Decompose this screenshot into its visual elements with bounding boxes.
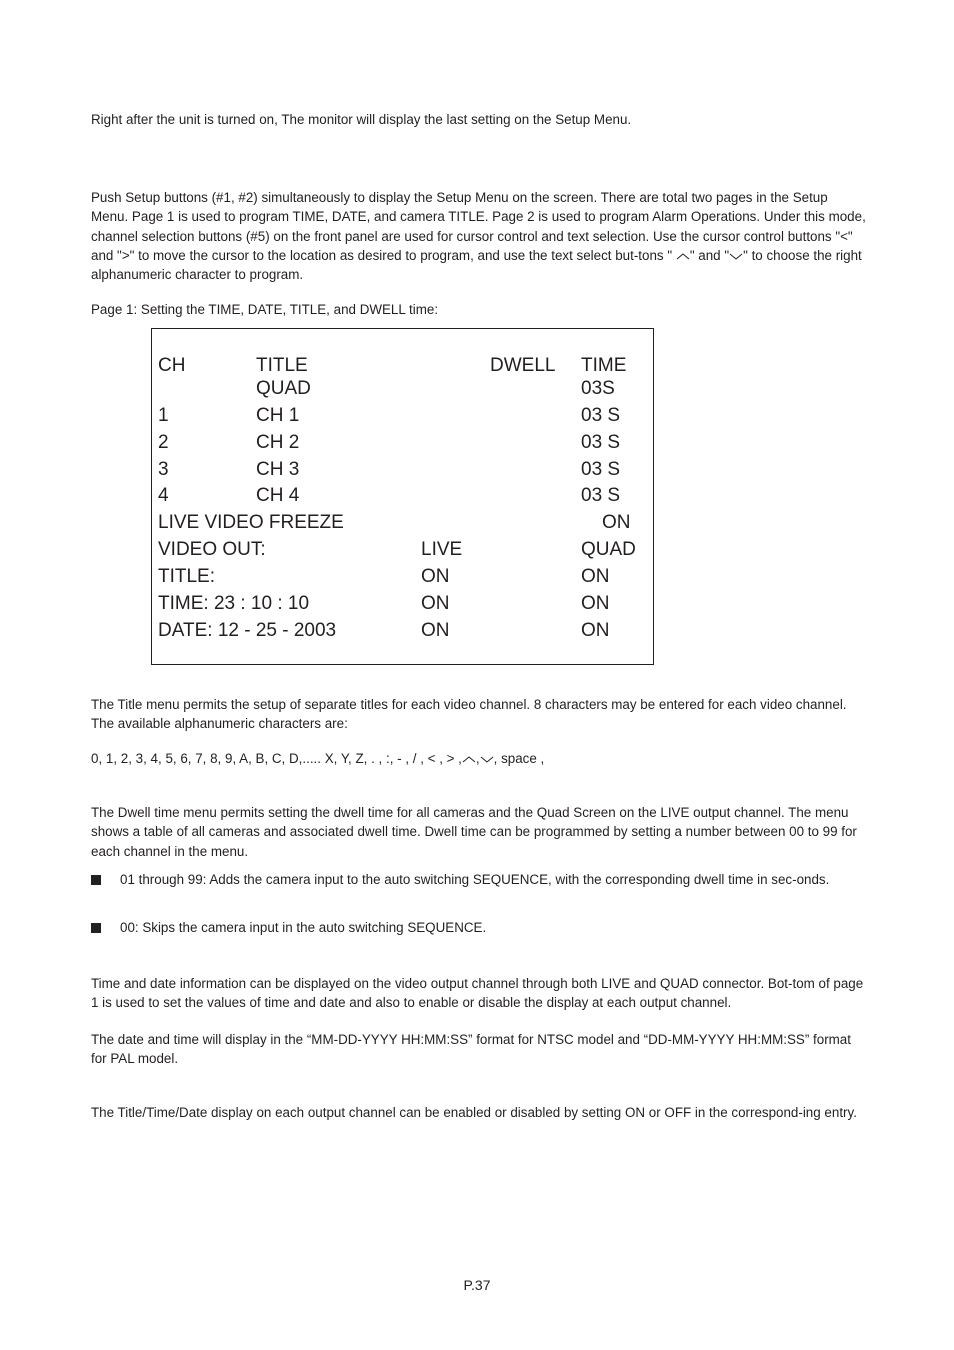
up-arrow-icon [676,252,690,260]
menu-freeze-row [152,510,653,536]
dwell-section-paragraph: The Dwell time menu permits setting the dwell time for all cameras and the Quad Screen on the LIVE output channel. The menu shows a table of all cameras and associated dwell time. Dwell time can be programmed by setting a number between 00 to 99 for each channel in the menu. [91,805,857,859]
header-ch: CH [158,355,186,376]
header-dwell: DWELL [490,355,556,376]
date-live: ON [421,620,450,641]
channel-title: CH 3 [256,459,300,480]
video-out-live: LIVE [421,539,463,560]
time-section-paragraph: Time and date information can be displayed on the video output channel through both LIVE and QUAD connector. Bot-tom of page 1 is used to set the values of time and date and also to enable or disable the display at each output channel. [91,976,864,1011]
down-arrow-icon [729,252,743,260]
title-live: ON [421,566,450,587]
dwell-bullet [91,870,866,889]
channel-number: 1 [158,405,169,426]
time-label: TIME: 23 : 10 : 10 [158,593,310,614]
title-section-paragraph: The Title menu permits the setup of separate titles for each video channel. 8 characters may be entered for each video channel. The available alphanumeric characters are: [91,697,847,732]
chars-text-c: , space , [493,751,545,766]
chars-text-a: 0, 1, 2, 3, 4, 5, 6, 7, 8, 9, A, B, C, D,..... X, Y, Z, . , :, - , / , < , > , [91,751,462,766]
setup-text-c: " to choose the right alphanumeric character to program. [91,247,862,283]
channel-time: 03 S [581,485,621,506]
bullet-square-icon [91,923,101,933]
menu-channel-row [152,457,653,483]
channel-title: CH 1 [256,405,300,426]
menu-title-row [152,564,653,590]
date-label: DATE: 12 - 25 - 2003 [158,620,337,641]
dwell-bullet [91,918,866,937]
channel-title: CH 2 [256,432,300,453]
setup-text-b: " and " [689,247,730,263]
bullet-square-icon [91,875,101,885]
quad-time: 03S [581,378,615,399]
menu-quad-row [152,376,653,402]
channel-time: 03 S [581,459,621,480]
quad-title: QUAD [256,378,311,399]
time-quad: ON [581,593,610,614]
channel-time: 03 S [581,432,621,453]
header-time: TIME [581,355,627,376]
channel-title: CH 4 [256,485,300,506]
time-live: ON [421,593,450,614]
menu-time-row [152,591,653,617]
date-quad: ON [581,620,610,641]
dwell-bullet-text: 00: Skips the camera input in the auto switching SEQUENCE. [120,920,487,935]
setup-text-a: Push Setup buttons (#1, #2) simultaneously to display the Setup Menu on the screen. There are total two pages in the Setup Menu. Page 1 is used to program TIME, DATE, and camera TITLE. Page 2 is used to program Alarm Operations. Under this mode, channel selection buttons (#5) on the front panel are used for cursor control and text selection. Use the cursor control buttons "<" and ">" to move the cursor to the location as desired to program, and use the text select but-tons " [91,190,866,263]
down-arrow-icon [480,755,494,763]
video-out-quad: QUAD [581,539,636,560]
channel-number: 3 [158,459,169,480]
freeze-label: LIVE VIDEO FREEZE [158,512,344,533]
title-label: TITLE: [158,566,216,587]
up-arrow-icon [462,755,476,763]
menu-video-out-row [152,537,653,563]
channel-number: 4 [158,485,169,506]
power-on-paragraph: Right after the unit is turned on, The monitor will display the last setting on the Setup Menu. [91,112,632,127]
page1-caption: Page 1: Setting the TIME, DATE, TITLE, and DWELL time: [91,302,439,317]
chars-text-b: , [475,751,480,766]
menu-date-row [152,618,653,644]
channel-time: 03 S [581,405,621,426]
menu-channel-row [152,430,653,456]
available-characters [91,749,866,768]
display-section-paragraph: The Title/Time/Date display on each output channel can be enabled or disabled by setting ON or OFF in the correspond-ing entry. [91,1105,857,1120]
menu-channel-row [152,483,653,509]
header-title: TITLE [256,355,308,376]
menu-channel-row [152,403,653,429]
title-quad: ON [581,566,610,587]
date-format-paragraph: The date and time will display in the “MM-DD-YYYY HH:MM:SS” format for NTSC model and “DD-MM-YYYY HH:MM:SS” format for PAL model. [91,1032,851,1067]
channel-number: 2 [158,432,169,453]
setup-menu-box [151,328,654,665]
dwell-bullet-text: 01 through 99: Adds the camera input to the auto switching SEQUENCE, with the corresponding dwell time in sec-onds. [120,872,830,887]
video-out-label: VIDEO OUT: [158,539,266,560]
page-number: P.37 [463,1277,491,1293]
freeze-value: ON [602,512,631,533]
setup-paragraph [91,188,866,284]
